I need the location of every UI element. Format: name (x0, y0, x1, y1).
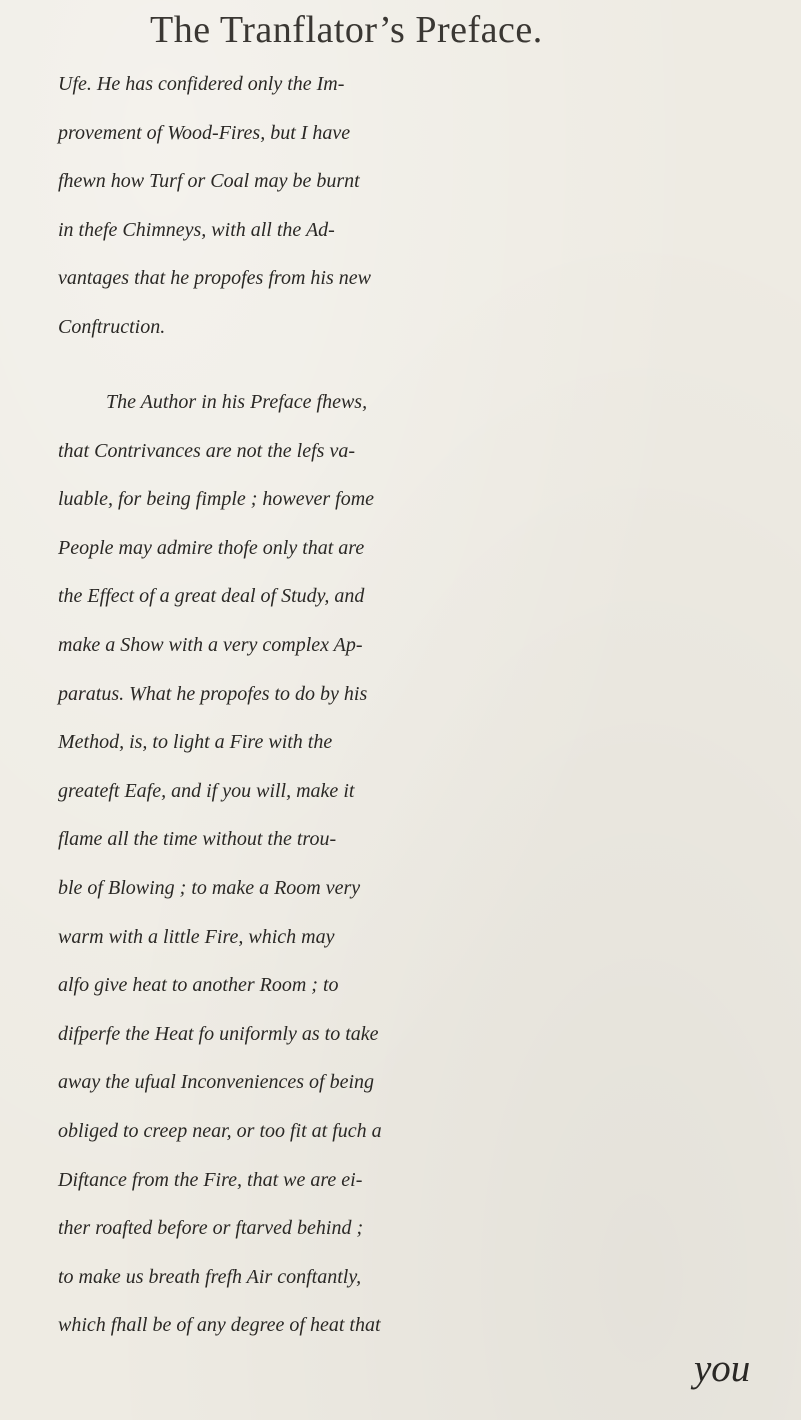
text-line: to make us breath frefh Air conftantly, (58, 1265, 362, 1288)
text-line: provement of Wood-Fires, but I have (58, 121, 351, 144)
text-line: difperfe the Heat fo uniformly as to take (58, 1022, 379, 1045)
paragraph-2 (58, 378, 798, 1350)
text-line: warm with a little Fire, which may (58, 925, 335, 948)
text-line: away the ufual Inconveniences of being (58, 1071, 375, 1094)
paragraph-1 (58, 60, 798, 352)
text-line: People may admire thofe only that are (58, 536, 365, 559)
text-line: vantages that he propofes from his new (58, 267, 371, 290)
catchword: you (694, 1347, 751, 1390)
text-line: make a Show with a very complex Ap- (58, 633, 363, 656)
text-line: obliged to creep near, or too fit at fuch a (58, 1119, 382, 1142)
text-line: ble of Blowing ; to make a Room very (58, 876, 361, 899)
text-line: Conftruction. (58, 315, 166, 338)
text-line: flame all the time without the trou- (58, 828, 337, 851)
text-line: Method, is, to light a Fire with the (58, 731, 333, 754)
running-head: The Tranflator’s Preface. (150, 9, 543, 51)
text-line: luable, for being fimple ; however fome (58, 488, 375, 511)
text-line: Diftance from the Fire, that we are ei- (58, 1168, 363, 1191)
text-line: that Contrivances are not the lefs va- (58, 439, 355, 462)
text-line: the Effect of a great deal of Study, and (58, 585, 365, 608)
text-line: alfo give heat to another Room ; to (58, 974, 339, 997)
text-line: Ufe. He has confidered only the Im- (58, 73, 345, 95)
text-line: in thefe Chimneys, with all the Ad- (58, 218, 335, 241)
text-line: greateft Eafe, and if you will, make it (58, 779, 355, 802)
text-line: which fhall be of any degree of heat that (58, 1314, 381, 1337)
text-line: fhewn how Turf or Coal may be burnt (58, 170, 360, 193)
text-line: The Author in his Preface fhews, (106, 391, 368, 413)
text-line: ther roafted before or ftarved behind ; (58, 1217, 364, 1240)
text-line: paratus. What he propofes to do by his (58, 682, 368, 705)
